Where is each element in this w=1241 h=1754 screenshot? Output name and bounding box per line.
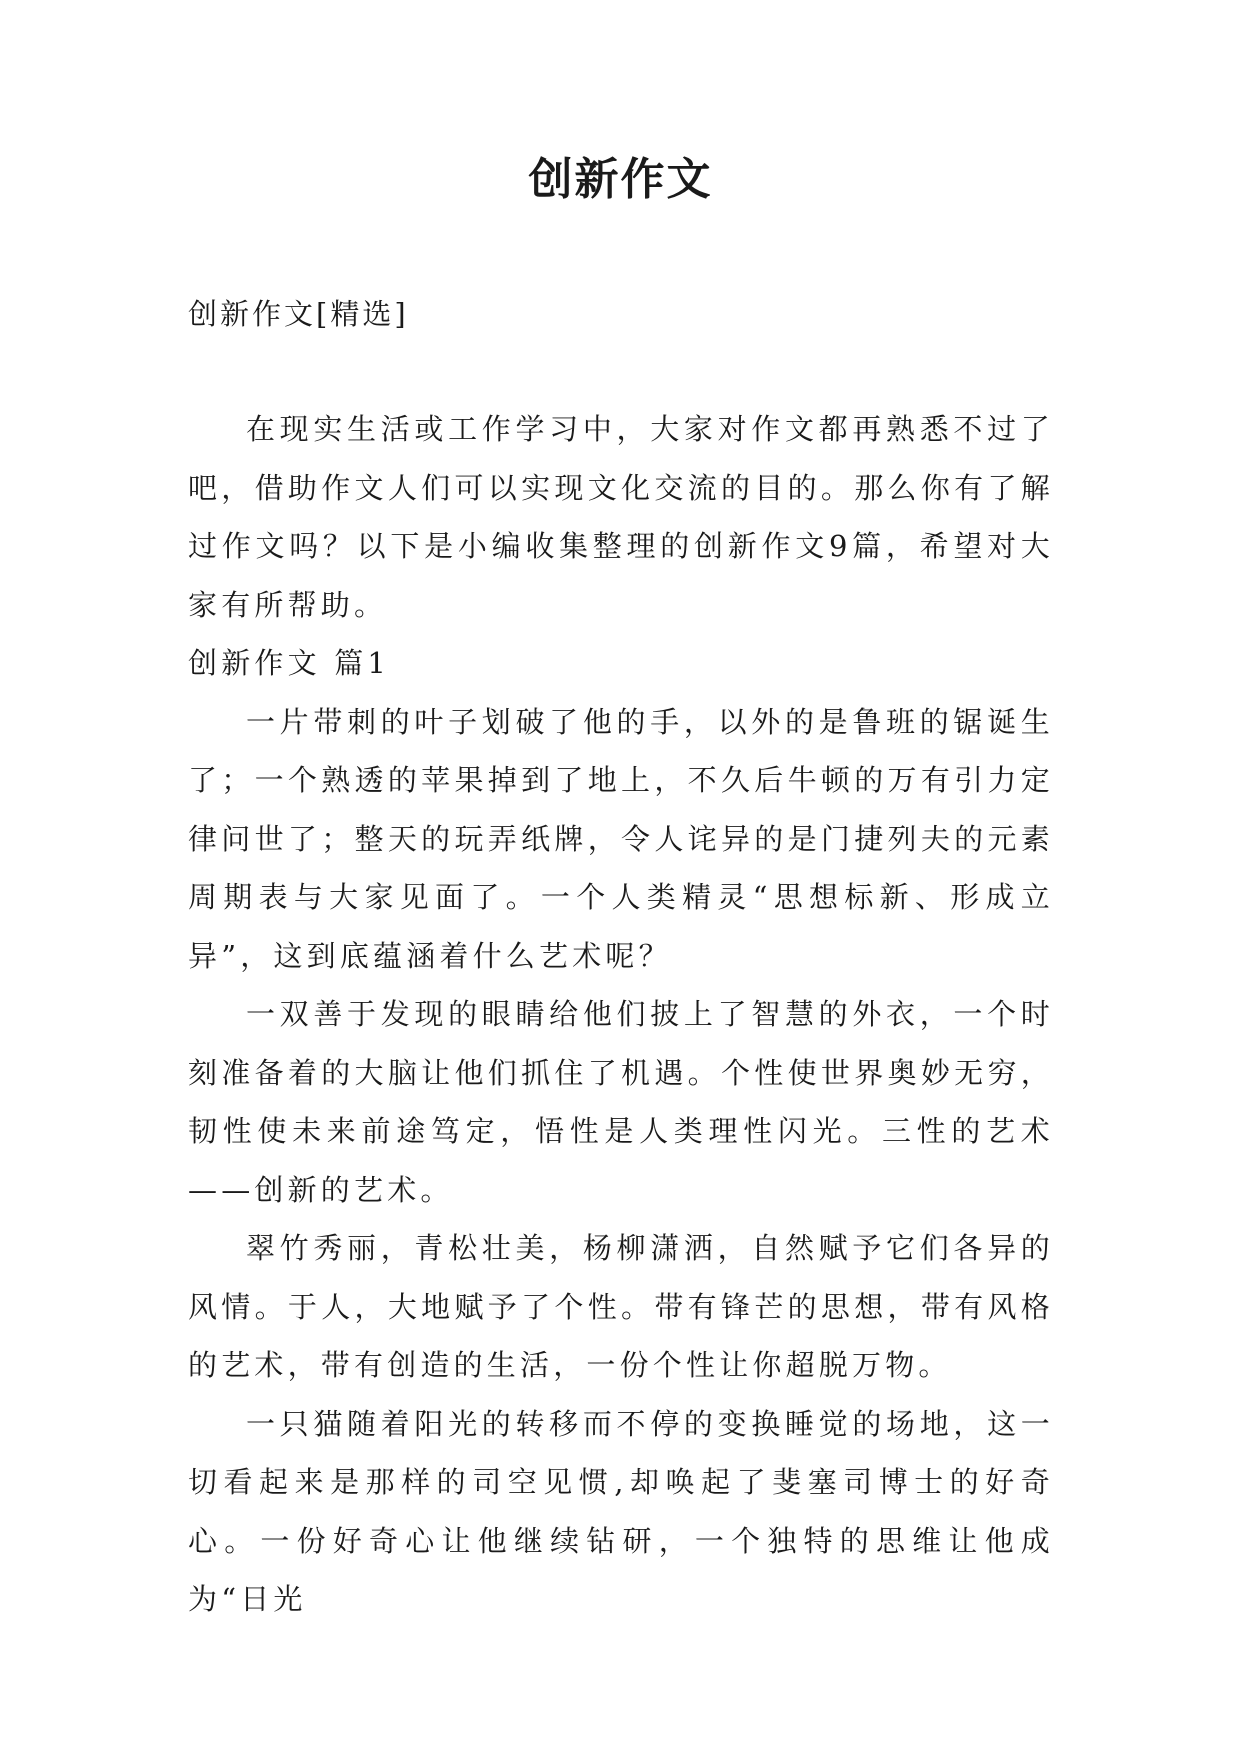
document-body	[188, 400, 1054, 1629]
document-subtitle: 创新作文[精选]	[188, 297, 409, 331]
body-paragraph: 翠竹秀丽，青松壮美，杨柳潇洒，自然赋予它们各异的风情。于人，大地赋予了个性。带有锋芒的思想，带有风格的艺术，带有创造的生活，一份个性让你超脱万物。	[188, 1231, 1054, 1382]
body-paragraph: 一双善于发现的眼睛给他们披上了智慧的外衣，一个时刻准备着的大脑让他们抓住了机遇。个性使世界奥妙无穷，韧性使未来前途笃定，悟性是人类理性闪光。三性的艺术——创新的艺术。	[188, 997, 1054, 1207]
intro-paragraph: 在现实生活或工作学习中，大家对作文都再熟悉不过了吧，借助作文人们可以实现文化交流的目的。那么你有了解过作文吗？以下是小编收集整理的创新作文9篇，希望对大家有所帮助。	[188, 412, 1054, 622]
section-heading: 创新作文 篇1	[188, 646, 391, 680]
body-paragraph: 一片带刺的叶子划破了他的手，以外的是鲁班的锯诞生了；一个熟透的苹果掉到了地上，不久后牛顿的万有引力定律问世了；整天的玩弄纸牌，令人诧异的是门捷列夫的元素周期表与大家见面了。一个人类精灵“思想标新、形成立异”，这到底蕴涵着什么艺术呢？	[188, 704, 1054, 973]
document-title: 创新作文	[528, 154, 713, 205]
body-paragraph: 一只猫随着阳光的转移而不停的变换睡觉的场地，这一切看起来是那样的司空见惯,却唤起了斐塞司博士的好奇心。一份好奇心让他继续钻研，一个独特的思维让他成为“日光	[188, 1406, 1054, 1616]
